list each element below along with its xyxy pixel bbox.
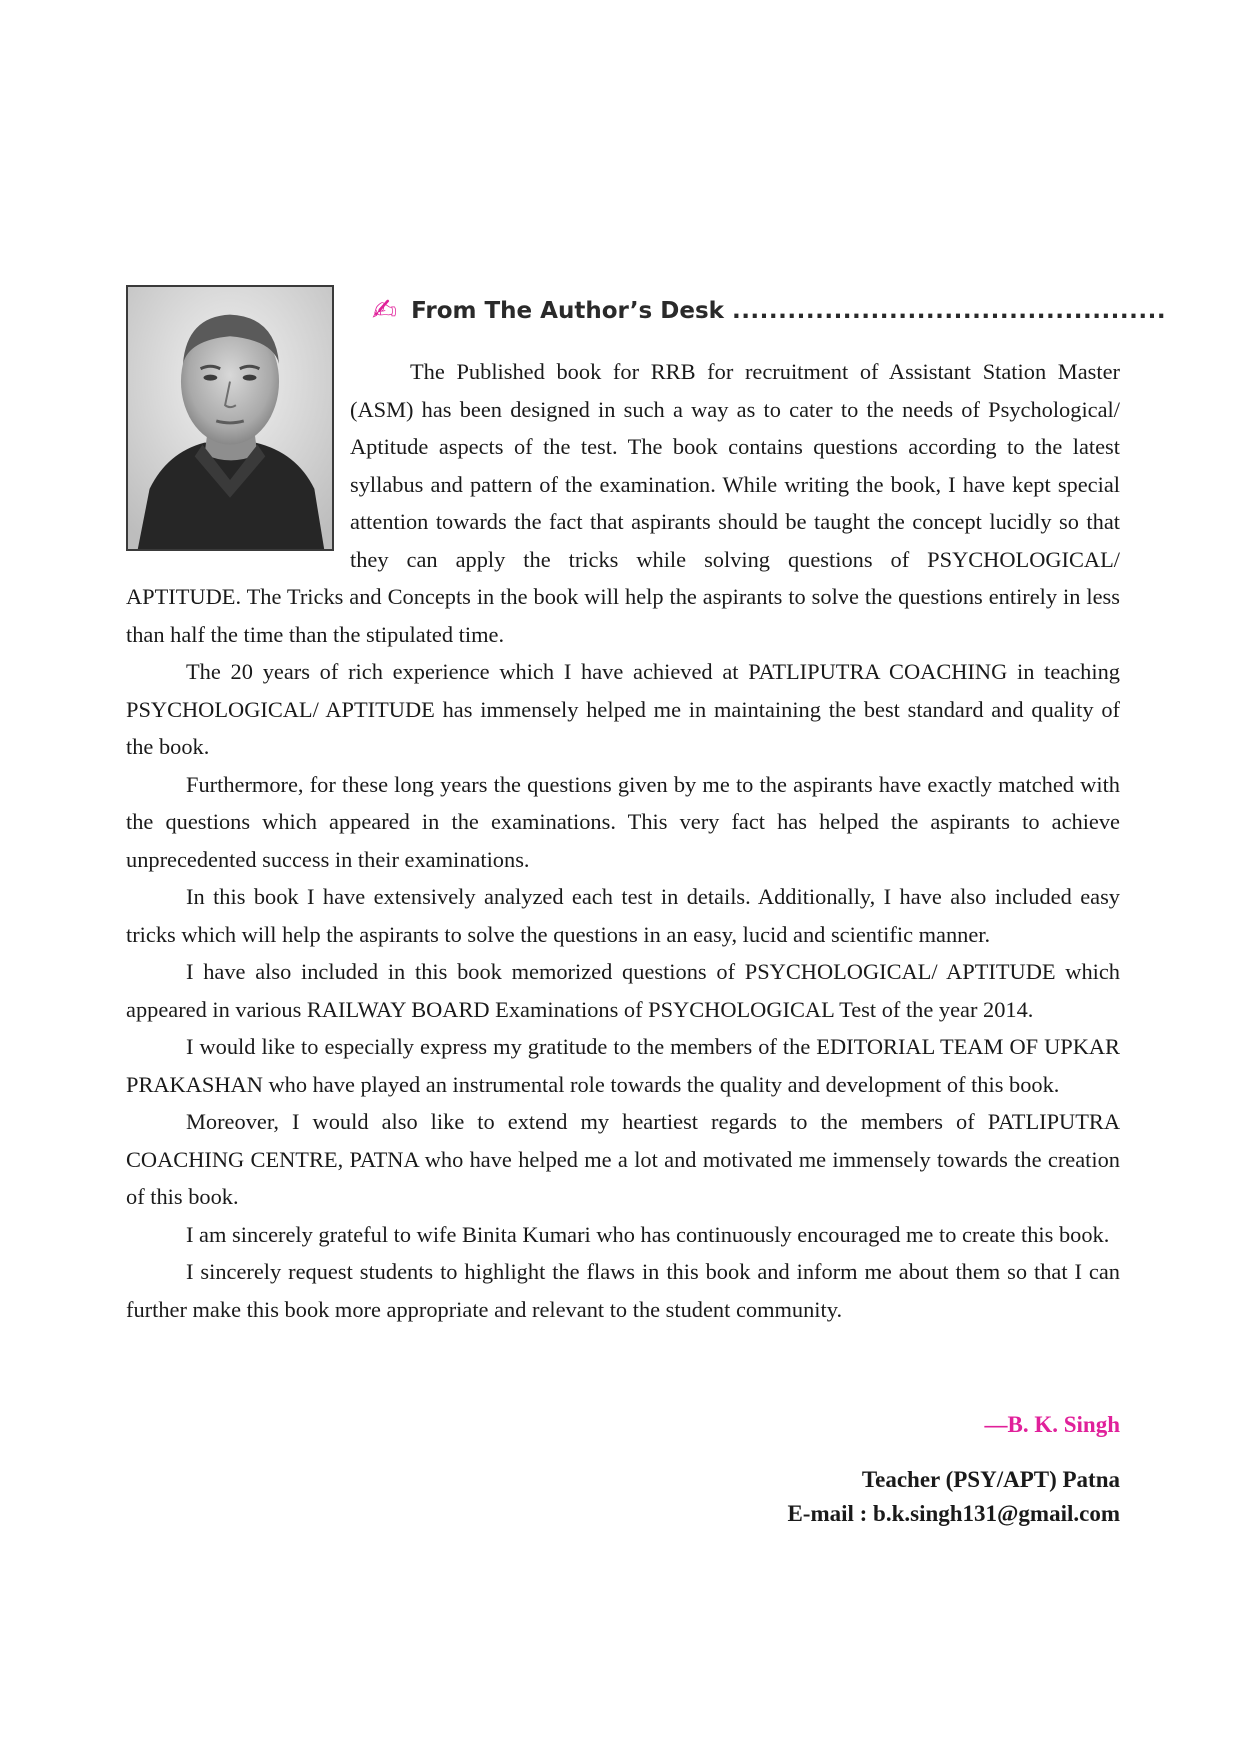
paragraph: I would like to especially express my gratitude to the members of the EDITORIAL TEAM OF UPKAR PRAKASHAN who have played an instrumental role towards the quality and development of this book. <box>126 1034 1120 1097</box>
paragraph: I have also included in this book memorized questions of PSYCHOLOGICAL/ APTITUDE which appeared in various RAILWAY BOARD Examinations of PSYCHOLOGICAL Test of the year 2014. <box>126 959 1120 1022</box>
writing-hand-icon: ✍ <box>372 293 398 328</box>
heading-leader-dots: ............................................... <box>731 298 1167 324</box>
author-name: —B. K. Singh <box>984 1412 1120 1437</box>
paragraph: Furthermore, for these long years the questions given by me to the aspirants have exactly matched with the questions which appeared in the examinations. This very fact has helped the aspirants to achieve unprecedented success in their examinations. <box>126 771 1120 872</box>
paragraph: I sincerely request students to highlight the flaws in this book and inform me about them so that I can further make this book more appropriate and relevant to the student community. <box>126 1259 1120 1322</box>
paragraph: The Published book for RRB for recruitment of Assistant Station Master (ASM) has been designed in such a way as to cater to the needs of Psychological/ Aptitude aspects of the test. The book contains questions according to the latest syllabus and pattern of the examination. While writing the book, I have kept special attention towards the fact that aspirants should be taught the concept lucidly so that they can apply the tricks while solving questions of PSYCHOLOGICAL/ APTITUDE. The Tricks and Concepts in the book will help the aspirants to solve the questions entirely in less than half the time than the stipulated time. <box>126 359 1120 647</box>
heading-text: From The Author’s Desk <box>411 298 724 324</box>
author-role: Teacher (PSY/APT) Patna <box>861 1467 1120 1492</box>
author-email: E-mail : b.k.singh131@gmail.com <box>787 1501 1120 1526</box>
paragraph: The 20 years of rich experience which I have achieved at PATLIPUTRA COACHING in teaching PSYCHOLOGICAL/ APTITUDE has immensely helped me in maintaining the best standard and quality of the book. <box>126 659 1120 759</box>
paragraph: Moreover, I would also like to extend my heartiest regards to the members of PATLIPUTRA COACHING CENTRE, PATNA who have helped me a lot and motivated me immensely towards the creation of this book. <box>126 1109 1120 1209</box>
paragraph: I am sincerely grateful to wife Binita Kumari who has continuously encouraged me to create this book. <box>186 1221 1110 1247</box>
signature-block <box>126 1410 1120 1531</box>
paragraph: In this book I have extensively analyzed each test in details. Additionally, I have also included easy tricks which will help the aspirants to solve the questions in an easy, lucid and scientific manner. <box>126 884 1120 947</box>
author-desk-page <box>126 285 1167 1531</box>
author-portrait-photo <box>126 285 334 551</box>
